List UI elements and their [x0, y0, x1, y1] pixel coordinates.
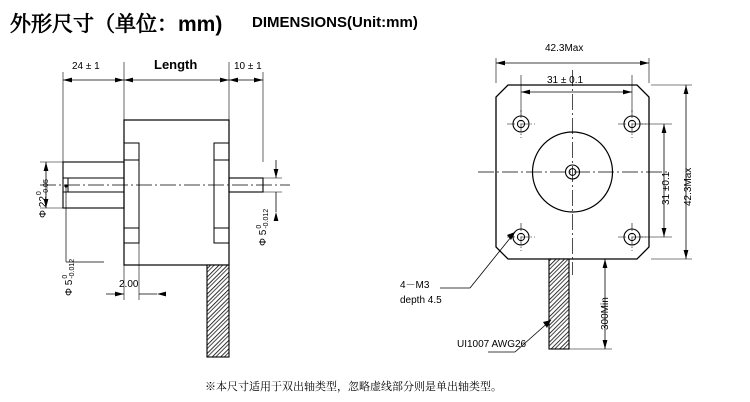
shaft-right-tol-top: 0 [256, 224, 263, 229]
outer-width-label: 42.3Max [545, 43, 584, 54]
bolt-spacing-v-label: 31 ±0.1 [661, 171, 672, 205]
page-title-en: DIMENSIONS(Unit:mm) [252, 14, 418, 31]
step-dim-label: 2.00 [119, 279, 139, 290]
bolt-spacing-h-label: 31 ± 0.1 [547, 75, 584, 86]
hole-callout-line2: depth 4.5 [400, 295, 442, 306]
outer-height-label: 42.3Max [683, 167, 694, 206]
shaft-right-tol-bot: -0.012 [263, 208, 271, 229]
hole-callout-line1: 4－M3 [400, 280, 430, 291]
footer-note: ※本尺寸适用于双出轴类型，忽略虚线部分则是单出轴类型。 [205, 381, 502, 393]
shaft-diameter-main-tol-bot: -0.05 [43, 179, 51, 196]
dim-length-label: Length [154, 57, 198, 72]
shaft-left-value: Φ 5 [63, 279, 75, 296]
shaft-right-value: Φ 5 [257, 229, 269, 246]
shaft-left-tol-top: 0 [62, 274, 69, 279]
shaft-left-tol-bot: -0.012 [69, 258, 77, 279]
shaft-diameter-main-tol-top: 0 [36, 191, 43, 196]
wire-callout-label: UI1007 AWG26 [457, 339, 527, 350]
wire-length-label: 300Min [600, 297, 611, 330]
shaft-diameter-main-value: Φ 22 [37, 196, 49, 218]
shaft-diameter-main-label [36, 179, 51, 218]
shaft-left-label [62, 259, 77, 296]
dim-right-label: 10 ± 1 [234, 61, 262, 72]
page-title-cn: 外形尺寸（单位：mm) [10, 13, 223, 36]
shaft-right-label [256, 209, 271, 246]
dim-left-label: 24 ± 1 [72, 61, 100, 72]
